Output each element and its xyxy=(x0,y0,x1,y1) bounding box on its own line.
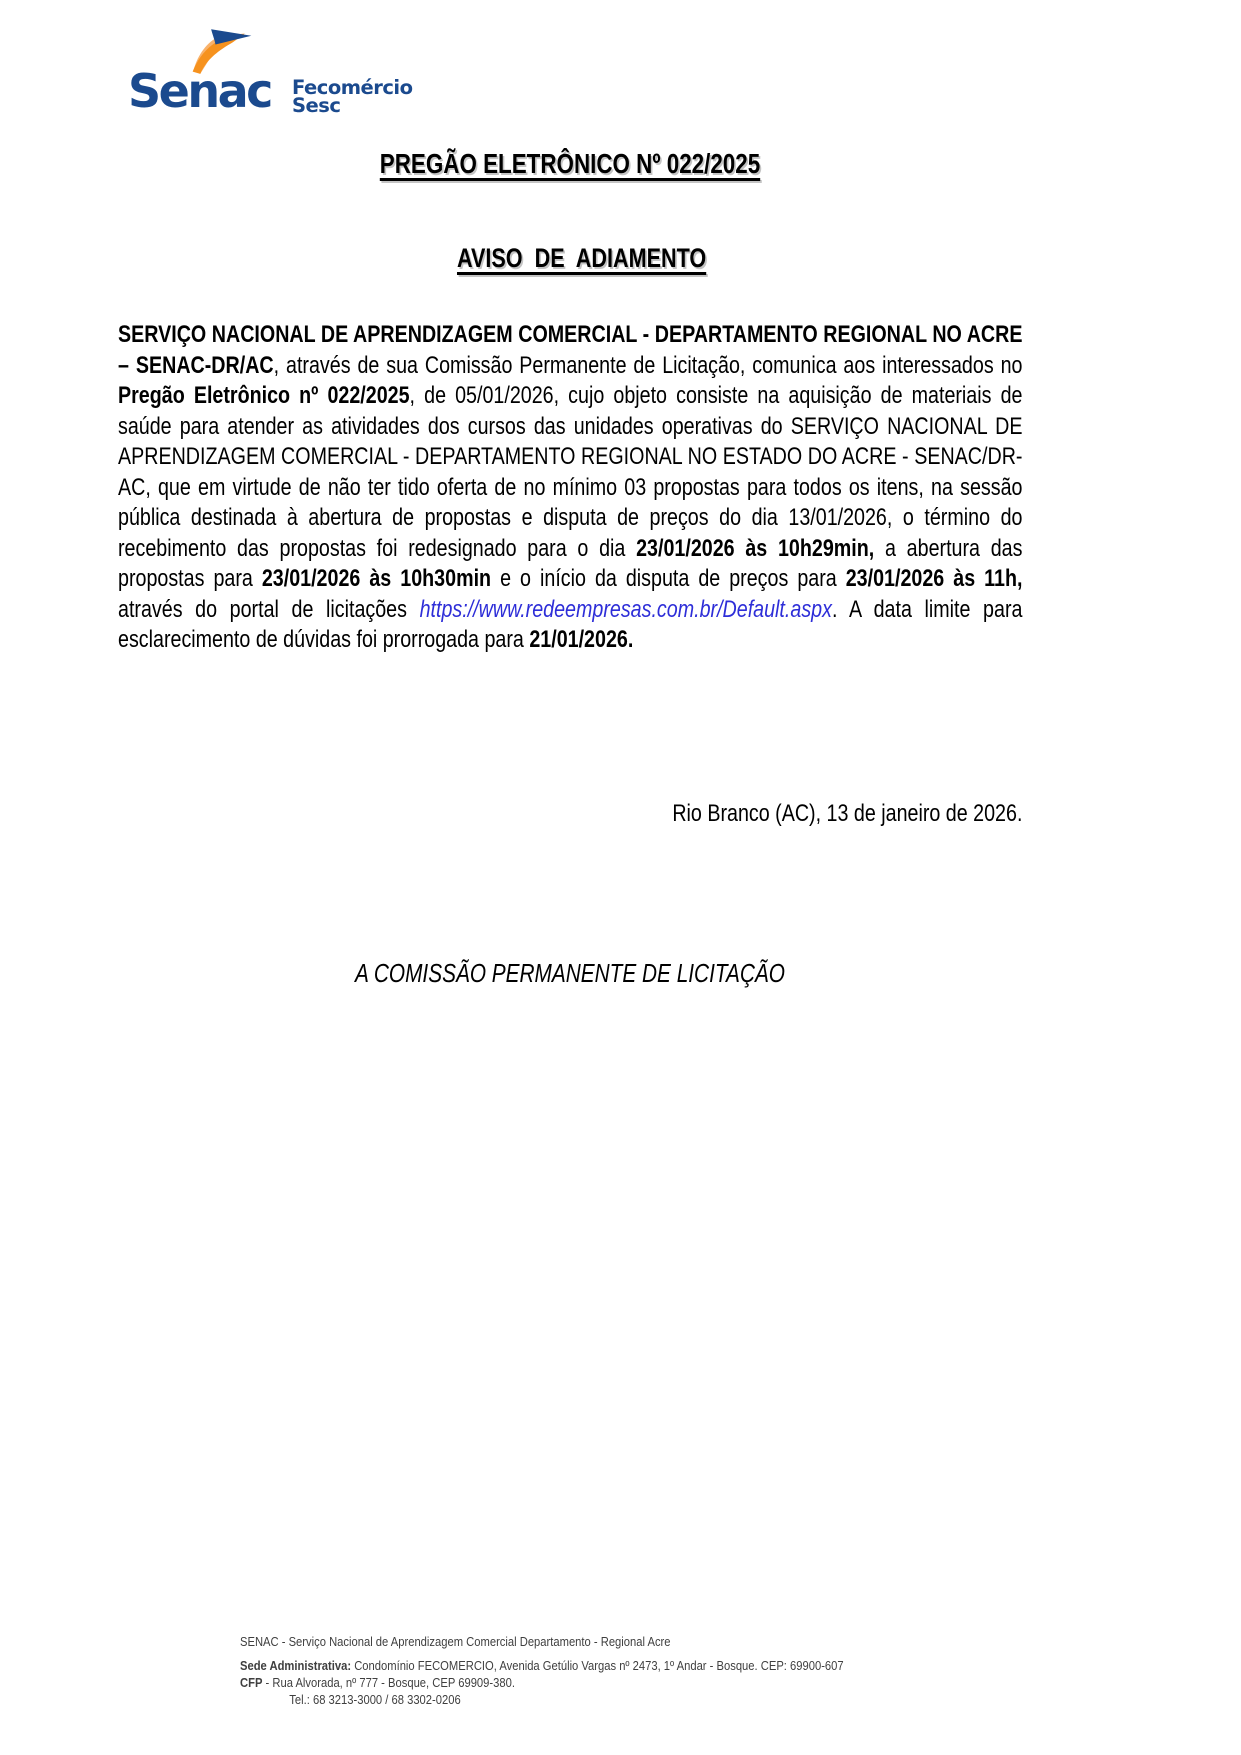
body-paragraph xyxy=(118,320,1022,656)
body-text-bold: 23/01/2026 às 10h30min xyxy=(261,565,492,592)
dateline-section xyxy=(118,800,1022,828)
body-text-bold: 21/01/2026. xyxy=(529,626,634,653)
sesc-label: Sesc xyxy=(292,93,341,117)
date-line: Rio Branco (AC), 13 de janeiro de 2026. xyxy=(671,800,1022,827)
footer-sede-text: Condomínio FECOMERCIO, Avenida Getúlio Vargas nº 2473, 1º Andar - Bosque. CEP: 69900-607 xyxy=(351,1658,844,1673)
body-text-bold: 23/01/2026 às 10h29min, xyxy=(636,534,875,562)
footer-line-3 xyxy=(240,1674,900,1691)
footer-cfp-label: CFP xyxy=(240,1675,263,1690)
body-text-bold: Pregão Eletrônico nº 022/2025 xyxy=(118,382,410,409)
fecomercio-sesc-label xyxy=(292,76,413,117)
body-text-bold: SERVIÇO NACIONAL DE APRENDIZAGEM COMERCIAL - DEPARTAMENTO REGIONAL NO ACRE – SENAC-DR/AC xyxy=(118,321,1023,379)
doc-subtitle xyxy=(208,212,931,305)
footer-cfp-text: - Rua Alvorada, nº 777 - Bosque, CEP 69909-380. xyxy=(262,1675,515,1690)
footer-line-4: Tel.: 68 3213-3000 / 68 3302-0206 xyxy=(289,1692,461,1707)
footer-line-2 xyxy=(240,1657,900,1674)
doc-title xyxy=(208,148,931,180)
body-section xyxy=(118,296,1022,680)
footer xyxy=(240,1633,900,1708)
body-text: , através de sua Comissão Permanente de Licitação, comunica aos interessados no xyxy=(273,351,1023,379)
portal-link[interactable]: https://www.redeempresas.com.br/Default.aspx xyxy=(419,595,832,623)
senac-logo xyxy=(126,26,426,124)
body-text: através do portal de licitações xyxy=(118,595,420,623)
signature-section xyxy=(118,958,1022,989)
doc-subtitle-text: AVISO DE ADIAMENTO xyxy=(456,243,707,273)
body-text: . A data limite para esclarecimento de dúvidas foi prorrogada para xyxy=(118,595,1023,653)
footer-sede-label: Sede Administrativa: xyxy=(240,1658,352,1673)
fecomercio-label: Fecomércio xyxy=(292,76,413,99)
body-text: e o início da disputa de preços para xyxy=(491,565,846,592)
body-text: a abertura das propostas para xyxy=(118,534,1023,592)
body-text-bold: 23/01/2026 às 11h, xyxy=(845,565,1023,592)
body-text: , de 05/01/2026, cujo objeto consiste na aquisição de materiais de saúde para atender as atividades dos cursos das unidades operativas do SERVIÇO NACIONAL DE APRENDIZAGEM COMERCIAL - DEPARTAMENTO REGIONAL NO ESTADO DO ACRE - SENAC/DR-AC, que em virtude de não ter tido oferta de no mínimo 03 propostas para todos os itens, na sessão pública destinada à abertura de propostas e disputa de preços do dia 13/01/2026, o término do recebimento das propostas foi redesignado para o dia xyxy=(118,382,1023,562)
doc-title-text: PREGÃO ELETRÔNICO Nº 022/2025 xyxy=(379,148,761,179)
senac-wordmark: Senac xyxy=(128,64,271,118)
footer-line-1: SENAC - Serviço Nacional de Aprendizagem Comercial Departamento - Regional Acre xyxy=(240,1634,671,1649)
signature-line: A COMISSÃO PERMANENTE DE LICITAÇÃO xyxy=(355,958,785,988)
